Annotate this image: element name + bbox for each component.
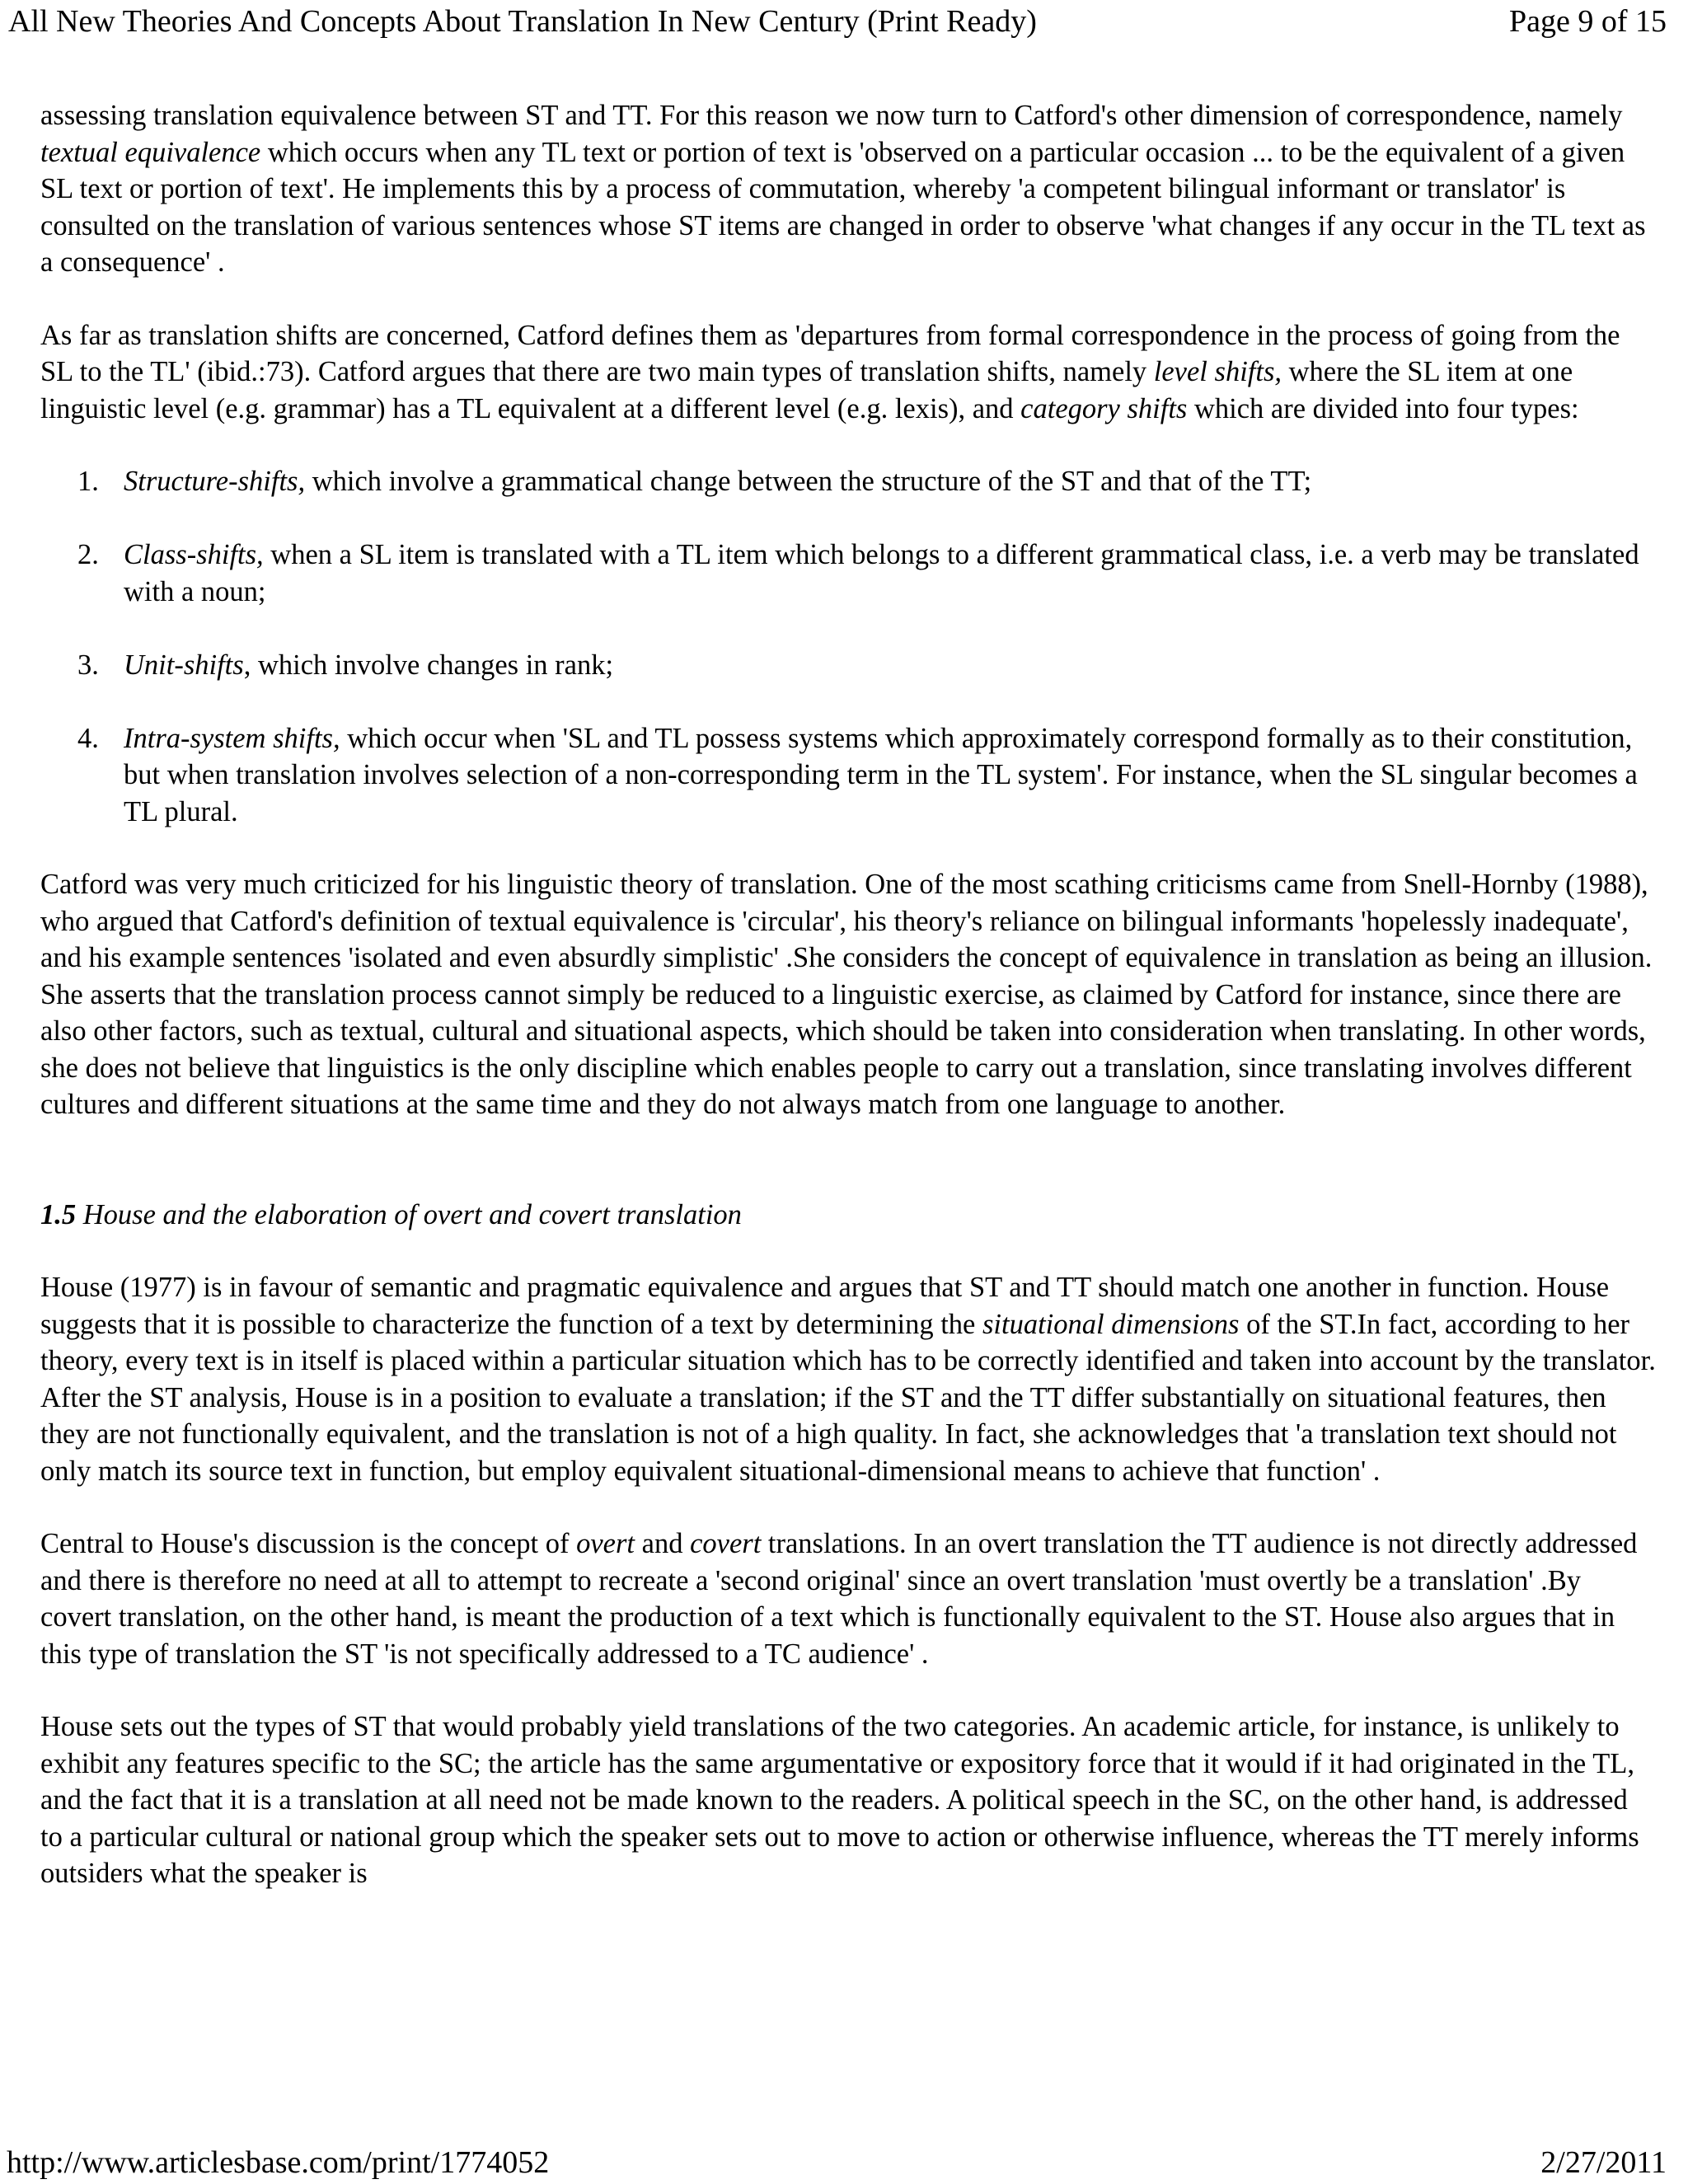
emphasis-term: situational dimensions xyxy=(982,1308,1240,1340)
emphasis-term: overt xyxy=(576,1528,635,1559)
source-url: http://www.articlesbase.com/print/1774052 xyxy=(7,2145,550,2180)
text-run: where the SL item at one linguistic level (e.g. grammar) has a TL equivalent at a different level (e.g. lexis), and xyxy=(40,356,1573,424)
list-item xyxy=(40,463,1656,500)
list-number: 4. xyxy=(77,722,99,754)
text-run: of the ST.In fact, according to her theory, every text is in itself is placed within a particular situation which has to be correctly identified and taken into account by the translator. After the ST analysis, House is in a position to evaluate a translation; if the ST and the TT differ substantially on situational features, then they are not functionally equivalent, and the translation is not of a high quality. In fact, she acknowledges that 'a translation text should not only match its source text in function, but employ equivalent situational-dimensional means to achieve that function' . xyxy=(40,1308,1656,1487)
paragraph-gap xyxy=(40,281,1656,317)
section-title: House and the elaboration of overt and covert translation xyxy=(76,1198,742,1230)
list-text: when a SL item is translated with a TL item which belongs to a different grammatical class, i.e. a verb may be translated with a noun; xyxy=(124,539,1639,607)
page-indicator: Page 9 of 15 xyxy=(1508,4,1667,39)
text-run: assessing translation equivalence between ST and TT. For this reason we now turn to Catford's other dimension of correspondence, namely xyxy=(40,100,1623,131)
paragraph-gap xyxy=(40,1489,1656,1526)
text-run: As far as translation shifts are concerned, Catford defines them as 'departures from formal correspondence in the process of going from the SL to the TL' (ibid.:73). Catford argues that there are two main types of translation shifts, namely xyxy=(40,319,1620,387)
print-header xyxy=(0,0,1688,43)
paragraph-house-equivalence xyxy=(40,1269,1656,1489)
text-run: House (1977) is in favour of semantic and pragmatic equivalence and argues that ST and TT should match one another in function. House suggests that it is possible to characterize the function of a text by determining the xyxy=(40,1272,1610,1340)
print-footer xyxy=(0,2141,1688,2184)
text-run: and xyxy=(635,1528,691,1559)
paragraph-overt-covert xyxy=(40,1526,1656,1672)
print-date: 2/27/2011 xyxy=(1540,2145,1667,2180)
list-term: Structure-shifts, xyxy=(124,466,306,497)
paragraph-translation-shifts xyxy=(40,317,1656,428)
emphasis-term: covert xyxy=(690,1528,762,1559)
list-term: Class-shifts, xyxy=(124,539,264,570)
document-title: All New Theories And Concepts About Translation In New Century (Print Ready) xyxy=(8,4,1037,39)
list-number: 2. xyxy=(77,539,99,570)
list-item xyxy=(40,537,1656,610)
article-body xyxy=(40,97,1656,1892)
list-text: which involve a grammatical change between the structure of the ST and that of the TT; xyxy=(305,466,1312,497)
paragraph-criticism: Catford was very much criticized for his linguistic theory of translation. One of the most scathing criticisms came from Snell-Hornby (1988), who argued that Catford's definition of textual equivalence is 'circular', his theory's reliance on bilingual informants 'hopelessly inadequate', and his example sentences 'isolated and even absurdly simplistic' .She considers the concept of equivalence in translation as being an illusion. She asserts that the translation process cannot simply be reduced to a linguistic exercise, as claimed by Catford for instance, since there are also other factors, such as textual, cultural and situational aspects, which should be taken into consideration when translating. In other words, she does not believe that linguistics is the only discipline which enables people to carry out a translation, since translating involves different cultures and different situations at the same time and they do not always match from one language to another. xyxy=(40,869,1653,1120)
text-run: translations. In an overt translation the TT audience is not directly addressed and there is therefore no need at all to attempt to recreate a 'second original' since an overt translation 'must overtly be a translation' .By covert translation, on the other hand, is meant the production of a text which is functionally equivalent to the ST. House also argues that in this type of translation the ST 'is not specifically addressed to a TC audience' . xyxy=(40,1528,1638,1670)
list-item xyxy=(40,720,1656,831)
text-run: which occurs when any TL text or portion of text is 'observed on a particular occasion ... to be the equivalent of a given SL text or portion of text'. He implements this by a process of commutation, whereby 'a competent bilingual informant or translator' is consulted on the translation of various sentences whose ST items are changed in order to observe 'what changes if any occur in the TL text as a consequence' . xyxy=(40,136,1646,278)
list-number: 3. xyxy=(77,649,99,681)
emphasis-term: category shifts xyxy=(1020,392,1188,424)
list-text: which occur when 'SL and TL possess systems which approximately correspond formally as to their constitution, but when translation involves selection of a non-corresponding term in the TL system'. For instance, when the SL singular becomes a TL plural. xyxy=(124,722,1638,827)
paragraph-st-types: House sets out the types of ST that would probably yield translations of the two categories. An academic article, for instance, is unlikely to exhibit any features specific to the SC; the article has the same argumentative or expository force that it would if it had originated in the TL, and the fact that it is a translation at all need not be made known to the readers. A political speech in the SC, on the other hand, is addressed to a particular cultural or national group which the speaker sets out to move to action or otherwise influence, whereas the TT merely informs outsiders what the speaker is xyxy=(40,1711,1639,1889)
section-heading xyxy=(40,1197,1656,1234)
list-term: Unit-shifts xyxy=(124,649,244,681)
emphasis-term: level shifts, xyxy=(1153,356,1282,387)
emphasis-term: textual equivalence xyxy=(40,136,261,168)
list-term: Intra-system shifts, xyxy=(124,722,340,754)
text-run: which are divided into four types: xyxy=(1187,392,1579,424)
shift-types-list xyxy=(40,463,1656,830)
text-run: Central to House's discussion is the concept of xyxy=(40,1528,577,1559)
list-item xyxy=(40,647,1656,684)
list-number: 1. xyxy=(77,466,99,497)
paragraph-textual-equivalence xyxy=(40,97,1656,281)
paragraph-gap xyxy=(40,1233,1656,1269)
paragraph-gap xyxy=(40,1672,1656,1708)
list-text: , which involve changes in rank; xyxy=(243,649,614,681)
section-gap xyxy=(40,1123,1656,1197)
section-number: 1.5 xyxy=(40,1198,77,1230)
